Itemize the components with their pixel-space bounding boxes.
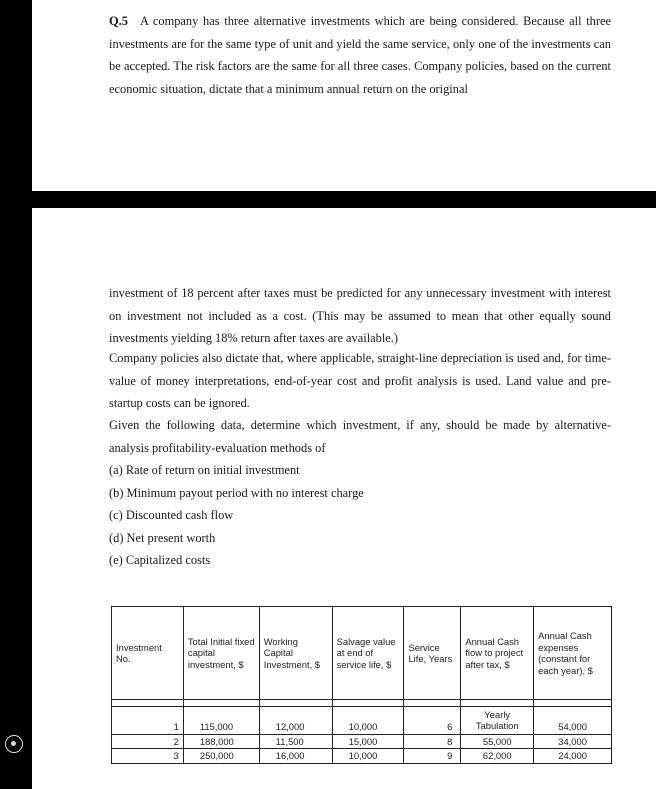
cell-fixed-capital: 115,000 [183, 707, 259, 735]
question-paragraph-continued: investment of 18 percent after taxes must be predicted for any unnecessary investment with interest on investment not included as a cost. (This may be assumed to mean that other equally sound investments yielding 18% return after taxes are available.) [109, 286, 611, 345]
cell-salvage-value: 10,000 [332, 749, 404, 764]
investment-data-table [111, 606, 612, 764]
cell-service-life: 6 [404, 707, 461, 735]
cell-investment-no: 3 [112, 749, 184, 764]
method-item-b: (b) Minimum payout period with no interest charge [109, 486, 364, 500]
question-label: Q.5 [109, 14, 128, 28]
header-fixed-capital: Total Initial fixed capital investment, $ [183, 607, 259, 700]
question-paragraph-given: Given the following data, determine which investment, if any, should be made by alternative-analysis profitability-evaluation methods of [109, 418, 611, 455]
header-salvage-value: Salvage value at end of service life, $ [332, 607, 404, 700]
header-annual-expenses: Annual Cash expenses (constant for each year), $ [534, 607, 612, 700]
cell-annual-cash-flow: 62,000 [461, 749, 534, 764]
cell-fixed-capital: 250,000 [183, 749, 259, 764]
cell-annual-expenses: 54,000 [534, 707, 612, 735]
cell-annual-cash-flow: Yearly Tabulation [461, 707, 534, 735]
header-working-capital: Working Capital Investment, $ [259, 607, 332, 700]
cell-salvage-value: 15,000 [332, 734, 404, 749]
cell-service-life: 9 [404, 749, 461, 764]
cell-annual-expenses: 34,000 [534, 734, 612, 749]
cell-service-life: 8 [404, 734, 461, 749]
question-paragraph-policy: Company policies also dictate that, where applicable, straight-line depreciation is used and, for time-value of money interpretations, end-of-year cost and profit analysis is used. Land value and pre-startup costs can be ignored. [109, 351, 611, 410]
table-row [112, 707, 612, 735]
cell-working-capital: 12,000 [259, 707, 332, 735]
cell-investment-no: 2 [112, 734, 184, 749]
table-row [112, 734, 612, 749]
cell-working-capital: 11,500 [259, 734, 332, 749]
cell-annual-cash-flow: 55,000 [461, 734, 534, 749]
intro-text: A company has three alternative investments which are being considered. Because all three investments are for the same type of unit and yield the same service, only one of the investments can be accepted. The risk factors are the same for all three cases. Company policies, based on the current economic situation, dictate that a minimum annual return on the original [109, 14, 611, 96]
method-item-d: (d) Net present worth [109, 531, 216, 545]
method-item-c: (c) Discounted cash flow [109, 508, 234, 522]
page-break-bar [0, 191, 656, 208]
cell-working-capital: 16,000 [259, 749, 332, 764]
header-investment-no: Investment No. [112, 607, 184, 700]
table-spacer-row [112, 700, 612, 707]
table-row [112, 749, 612, 764]
question-paragraph-intro [109, 10, 611, 100]
cell-annual-expenses: 24,000 [534, 749, 612, 764]
header-annual-cash-flow: Annual Cash flow to project after tax, $ [461, 607, 534, 700]
method-item-a: (a) Rate of return on initial investment [109, 463, 300, 477]
header-service-life: Service Life, Years [404, 607, 461, 700]
method-item-e: (e) Capitalized costs [109, 553, 211, 567]
table-header-row [112, 607, 612, 700]
radio-circle-icon[interactable] [5, 735, 23, 753]
cell-fixed-capital: 188,000 [183, 734, 259, 749]
left-black-bar [0, 0, 32, 789]
cell-salvage-value: 10,000 [332, 707, 404, 735]
cell-investment-no: 1 [112, 707, 184, 735]
